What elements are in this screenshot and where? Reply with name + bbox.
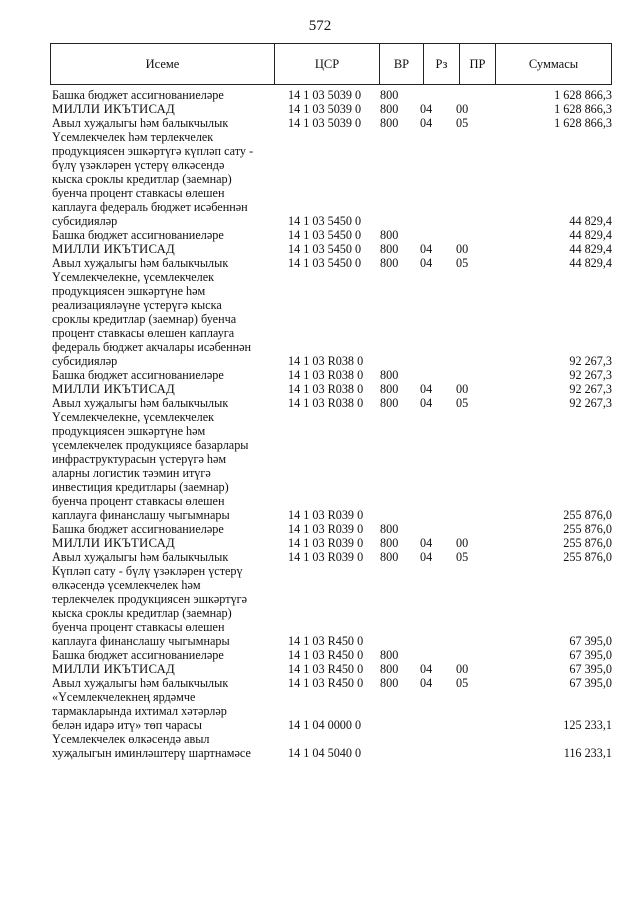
row-csr: 14 1 03 R039 0	[288, 522, 364, 536]
table-row	[0, 228, 640, 242]
row-name-line: буенча процент ставкасы өлешен	[52, 620, 225, 634]
row-sum: 116 233,1	[563, 746, 612, 760]
table-row	[0, 410, 640, 522]
row-name-line: аларны логистик тәэмин итүгә	[52, 466, 211, 480]
row-vr: 800	[380, 368, 399, 382]
row-vr: 800	[380, 550, 399, 564]
table-row	[0, 662, 640, 676]
row-rz: 04	[420, 676, 433, 690]
row-name-line: кыска сроклы кредитлар (заемнар)	[52, 172, 232, 186]
table-row	[0, 256, 640, 270]
row-sum: 92 267,3	[569, 396, 612, 410]
table-row	[0, 242, 640, 256]
row-name-line: Башка бюджет ассигнованиеләре	[52, 522, 224, 536]
row-sum: 255 876,0	[563, 522, 612, 536]
row-sum: 1 628 866,3	[554, 102, 612, 116]
table-header	[50, 43, 612, 85]
row-name-line: инвестиция кредитлары (заемнар)	[52, 480, 229, 494]
row-sum: 67 395,0	[569, 662, 612, 676]
row-name-line: Авыл хуҗалыгы һәм балыкчылык	[52, 116, 229, 130]
row-name	[52, 368, 278, 382]
row-name-line: Башка бюджет ассигнованиеләре	[52, 368, 224, 382]
column-header-sum: Суммасы	[528, 56, 579, 71]
table-row	[0, 88, 640, 102]
row-name	[52, 536, 278, 550]
table-row	[0, 130, 640, 228]
row-pr: 05	[456, 116, 469, 130]
row-name-line: Авыл хуҗалыгы һәм балыкчылык	[52, 550, 229, 564]
row-name-line: Авыл хуҗалыгы һәм балыкчылык	[52, 676, 229, 690]
row-sum: 67 395,0	[569, 648, 612, 662]
row-csr: 14 1 03 R039 0	[288, 536, 364, 550]
row-vr: 800	[380, 88, 399, 102]
table-row	[0, 102, 640, 116]
row-csr: 14 1 03 R039 0	[288, 550, 364, 564]
row-name-line: Башка бюджет ассигнованиеләре	[52, 648, 224, 662]
table-body	[0, 88, 640, 760]
row-rz: 04	[420, 396, 433, 410]
row-vr: 800	[380, 522, 399, 536]
table-row	[0, 396, 640, 410]
row-sum: 255 876,0	[563, 550, 612, 564]
row-sum: 44 829,4	[569, 256, 612, 270]
row-csr: 14 1 03 R450 0	[288, 662, 364, 676]
row-pr: 00	[456, 242, 469, 256]
row-rz: 04	[420, 116, 433, 130]
row-sum: 255 876,0	[563, 508, 612, 522]
row-csr: 14 1 03 R039 0	[288, 508, 364, 522]
row-vr: 800	[380, 242, 399, 256]
row-csr: 14 1 03 R038 0	[288, 396, 364, 410]
row-name-line: бүлү үзәкләрен үстерү өлкәсендә	[52, 158, 225, 172]
row-name-line: МИЛЛИ ИКЪТИСАД	[52, 536, 175, 550]
table-row	[0, 690, 640, 732]
row-rz: 04	[420, 382, 433, 396]
row-rz: 04	[420, 256, 433, 270]
row-pr: 00	[456, 382, 469, 396]
row-name	[52, 396, 278, 410]
row-pr: 05	[456, 256, 469, 270]
row-name	[52, 410, 278, 522]
table-row	[0, 368, 640, 382]
row-rz: 04	[420, 550, 433, 564]
row-name-line: реализацияләүне үстерүгә кыска	[52, 298, 222, 312]
table-row	[0, 676, 640, 690]
row-sum: 44 829,4	[569, 242, 612, 256]
row-name-line: сроклы кредитлар (заемнар) буенча	[52, 312, 237, 326]
row-csr: 14 1 03 R450 0	[288, 648, 364, 662]
row-sum: 67 395,0	[569, 676, 612, 690]
row-pr: 00	[456, 536, 469, 550]
table-row	[0, 116, 640, 130]
row-name-line: Үсемлекчелекне, үсемлекчелек	[52, 410, 215, 424]
row-vr: 800	[380, 102, 399, 116]
row-name-line: тармакларында ихтимал хәтәрләр	[52, 704, 227, 718]
row-name-line: белән идарә итү» төп чарасы	[52, 718, 202, 732]
row-rz: 04	[420, 662, 433, 676]
row-csr: 14 1 03 R450 0	[288, 676, 364, 690]
row-name-line: продукциясен эшкәртүгә күпләп сату -	[52, 144, 254, 158]
table-row	[0, 564, 640, 648]
row-csr: 14 1 03 5039 0	[288, 116, 362, 130]
page-number: 572	[308, 18, 332, 34]
row-name-line: Үсемлекчелекне, үсемлекчелек	[52, 270, 215, 284]
row-csr: 14 1 03 5450 0	[288, 242, 362, 256]
row-pr: 05	[456, 676, 469, 690]
row-name-line: продукциясен эшкәртүне һәм	[52, 424, 206, 438]
row-rz: 04	[420, 536, 433, 550]
row-name-line: каплауга федераль бюджет исәбеннән	[52, 200, 248, 214]
row-name-line: терлекчелек продукциясен эшкәртүгә	[52, 592, 248, 606]
row-name	[52, 256, 278, 270]
row-vr: 800	[380, 256, 399, 270]
column-header-vr: ВР	[380, 44, 424, 84]
row-csr: 14 1 03 5039 0	[288, 88, 362, 102]
table-row	[0, 382, 640, 396]
row-rz: 04	[420, 102, 433, 116]
row-vr: 800	[380, 228, 399, 242]
row-name	[52, 88, 278, 102]
row-name-line: кыска сроклы кредитлар (заемнар)	[52, 606, 232, 620]
row-name	[52, 564, 278, 648]
row-name-line: МИЛЛИ ИКЪТИСАД	[52, 382, 175, 396]
row-sum: 92 267,3	[569, 382, 612, 396]
row-vr: 800	[380, 396, 399, 410]
row-name	[52, 732, 278, 760]
column-header-pr: ПР	[460, 44, 496, 84]
row-name	[52, 676, 278, 690]
row-name-line: буенча процент ставкасы өлешен	[52, 494, 225, 508]
table-row	[0, 270, 640, 368]
row-pr: 05	[456, 396, 469, 410]
row-sum: 92 267,3	[569, 368, 612, 382]
row-sum: 67 395,0	[569, 634, 612, 648]
row-name	[52, 270, 278, 368]
row-name-line: инфраструктурасын үстерүгә һәм	[52, 452, 227, 466]
row-name	[52, 242, 278, 256]
table-row	[0, 522, 640, 536]
column-header-name: Исеме	[51, 44, 275, 84]
row-name-line: Үсемлекчелек өлкәсендә авыл	[52, 732, 210, 746]
row-name-line: Авыл хуҗалыгы һәм балыкчылык	[52, 256, 229, 270]
column-header-rz: Рз	[424, 44, 460, 84]
row-name-line: Үсемлекчелек һәм терлекчелек	[52, 130, 214, 144]
table-row	[0, 648, 640, 662]
row-csr: 14 1 03 R038 0	[288, 382, 364, 396]
row-csr: 14 1 04 0000 0	[288, 718, 362, 732]
row-csr: 14 1 03 5450 0	[288, 214, 362, 228]
row-name	[52, 228, 278, 242]
row-csr: 14 1 03 5450 0	[288, 228, 362, 242]
row-name-line: продукциясен эшкәртүне һәм	[52, 284, 206, 298]
row-sum: 1 628 866,3	[554, 88, 612, 102]
row-csr: 14 1 03 R038 0	[288, 368, 364, 382]
row-name-line: үсемлекчелек продукциясе базарлары	[52, 438, 249, 452]
row-csr: 14 1 03 R038 0	[288, 354, 364, 368]
row-vr: 800	[380, 116, 399, 130]
row-name-line: МИЛЛИ ИКЪТИСАД	[52, 102, 175, 116]
row-csr: 14 1 03 R450 0	[288, 634, 364, 648]
row-sum: 44 829,4	[569, 228, 612, 242]
row-name	[52, 130, 278, 228]
row-name	[52, 522, 278, 536]
row-vr: 800	[380, 382, 399, 396]
row-name-line: хуҗалыгын иминләштерү шартнамәсе	[52, 746, 251, 760]
row-name	[52, 102, 278, 116]
row-vr: 800	[380, 536, 399, 550]
row-name-line: өлкәсендә үсемлекчелек һәм	[52, 578, 201, 592]
row-name	[52, 648, 278, 662]
row-pr: 00	[456, 102, 469, 116]
table-row	[0, 732, 640, 760]
row-name-line: федераль бюджет акчалары исәбеннән	[52, 340, 252, 354]
row-name	[52, 690, 278, 732]
row-vr: 800	[380, 676, 399, 690]
row-name	[52, 662, 278, 676]
column-header-csr: ЦСР	[275, 44, 380, 84]
row-pr: 05	[456, 550, 469, 564]
table-row	[0, 550, 640, 564]
row-pr: 00	[456, 662, 469, 676]
row-name	[52, 550, 278, 564]
row-csr: 14 1 03 5450 0	[288, 256, 362, 270]
row-name-line: субсидияләр	[52, 354, 118, 368]
row-name-line: субсидияләр	[52, 214, 118, 228]
row-name-line: каплауга финанслашу чыгымнары	[52, 634, 230, 648]
row-sum: 44 829,4	[569, 214, 612, 228]
row-csr: 14 1 04 5040 0	[288, 746, 362, 760]
row-name	[52, 116, 278, 130]
row-name-line: Күпләп сату - бүлү үзәкләрен үстерү	[52, 564, 243, 578]
row-name-line: буенча процент ставкасы өлешен	[52, 186, 225, 200]
row-name-line: МИЛЛИ ИКЪТИСАД	[52, 662, 175, 676]
row-name-line: Башка бюджет ассигнованиеләре	[52, 228, 224, 242]
row-name-line: каплауга финанслашу чыгымнары	[52, 508, 230, 522]
row-sum: 92 267,3	[569, 354, 612, 368]
table-row	[0, 536, 640, 550]
row-name-line: Башка бюджет ассигнованиеләре	[52, 88, 224, 102]
row-name-line: Авыл хуҗалыгы һәм балыкчылык	[52, 396, 229, 410]
row-sum: 125 233,1	[563, 718, 612, 732]
row-vr: 800	[380, 648, 399, 662]
row-rz: 04	[420, 242, 433, 256]
row-csr: 14 1 03 5039 0	[288, 102, 362, 116]
row-name-line: процент ставкасы өлешен каплауга	[52, 326, 235, 340]
row-name-line: МИЛЛИ ИКЪТИСАД	[52, 242, 175, 256]
row-name	[52, 382, 278, 396]
row-sum: 1 628 866,3	[554, 116, 612, 130]
row-name-line: «Үсемлекчелекнең ярдәмче	[52, 690, 196, 704]
row-sum: 255 876,0	[563, 536, 612, 550]
row-vr: 800	[380, 662, 399, 676]
